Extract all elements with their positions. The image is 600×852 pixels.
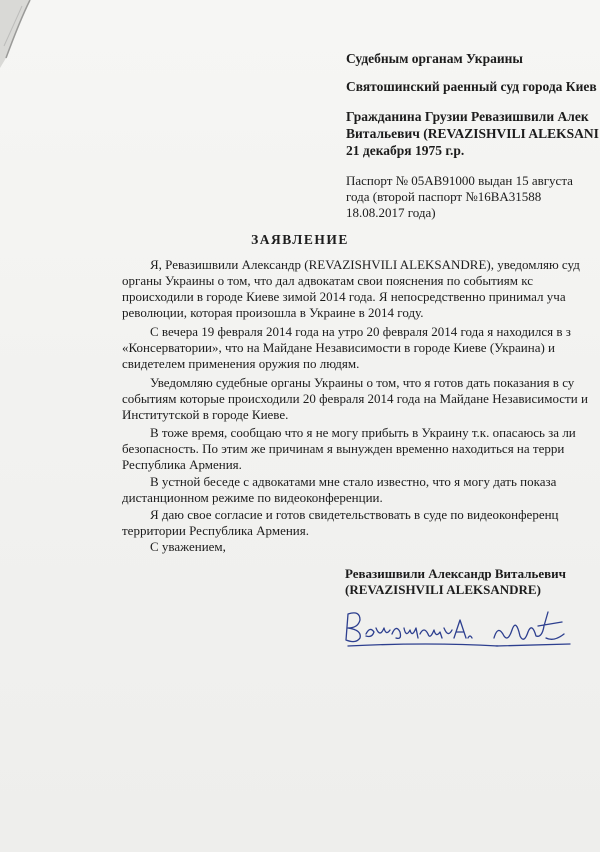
paragraph-line: безопасность. По этим же причинам я вынужден временно находиться на терри [122,441,565,456]
paragraph-line: происходили в городе Киеве зимой 2014 года. Я непосредственно принимал уча [122,289,566,304]
handwritten-signature [338,608,578,653]
paragraph-2 [122,324,600,372]
signer-latin-name: (REVAZISHVILI ALEKSANDRE) [345,582,541,597]
paragraph-line: Я, Ревазишвили Александр (REVAZISHVILI ALEKSANDRE), уведомляю суд [150,257,580,272]
paragraph-1 [122,257,600,321]
paragraph-line: Я даю свое согласие и готов свидетельствовать в суде по видеоконференц [150,507,559,522]
passport-line-1: Паспорт № 05AB91000 выдан 15 августа [346,173,573,188]
paragraph-line: событиям которые происходили 20 февраля 2014 года на Майдане Независимости и [122,391,588,406]
paragraph-6 [122,507,600,539]
paragraph-line: В тоже время, сообщаю что я не могу прибыть в Украину т.к. опасаюсь за ли [150,425,576,440]
paragraph-line: Республика Армения. [122,457,242,472]
paragraph-line: Институтской в городе Киеве. [122,407,289,422]
paragraph-line: органы Украины о том, что дал адвокатам свои пояснения по событиям кс [122,273,533,288]
passport-line-3: 18.08.2017 года) [346,205,436,220]
passport-line-2: года (второй паспорт №16BA31588 [346,189,542,204]
paragraph-line: революции, которая произошла в Украине в 2014 году. [122,305,424,320]
addressee-line-2: Святошинский раенный суд города Киев [346,79,597,94]
scan-fold-mark [0,0,38,70]
paragraph-line: С вечера 19 февраля 2014 года на утро 20 февраля 2014 года я находился в з [150,324,571,339]
citizen-line-2: Витальевич (REVAZISHVILI ALEKSANI [346,126,599,141]
paragraph-3 [122,375,600,423]
signer-name: Ревазишвили Александр Витальевич [345,566,566,581]
paragraph-line: «Консерватории», что на Майдане Независимости в городе Киеве (Украина) и [122,340,556,355]
paragraph-4 [122,425,600,473]
paragraph-line: В устной беседе с адвокатами мне стало известно, что я могу дать показа [150,474,557,489]
closing-text: С уважением, [150,539,226,554]
addressee-line-1: Судебным органам Украины [346,51,523,66]
paragraph-5 [122,474,600,506]
paragraph-line: свидетелем применения оружия по людям. [122,356,360,371]
document-title: ЗАЯВЛЕНИЕ [251,232,349,247]
signer-block [345,566,566,598]
paragraph-line: Уведомляю судебные органы Украины о том, что я готов дать показания в су [150,375,575,390]
paragraph-line: дистанционном режиме по видеоконференции. [122,490,383,505]
citizen-line-1: Гражданина Грузии Ревазишвили Алек [346,109,589,124]
paragraph-line: территории Республика Армения. [122,523,309,538]
citizen-line-3: 21 декабря 1975 г.р. [346,143,465,158]
